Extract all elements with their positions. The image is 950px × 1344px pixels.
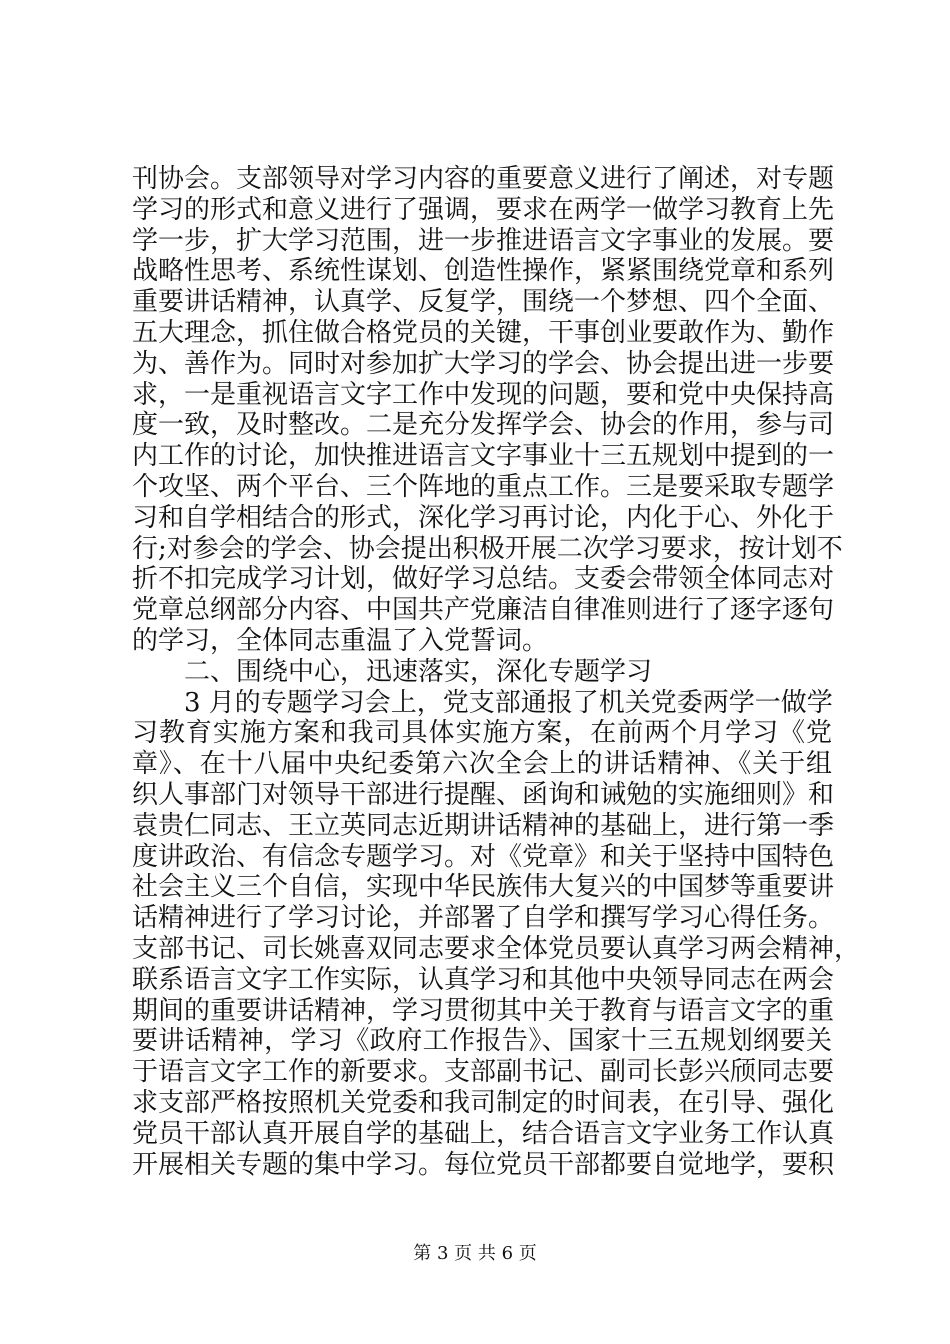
text-line: 3 月的专题学习会上，党支部通报了机关党委两学一做学 xyxy=(184,687,833,718)
text-line: 刊协会。支部领导对学习内容的重要意义进行了阐述，对专题 xyxy=(132,164,835,194)
text-line: 章》、在十八届中央纪委第六次全会上的讲话精神、《关于组 xyxy=(132,749,832,780)
text-line: 为、善作为。同时对参加扩大学习的学会、协会提出进一步要 xyxy=(132,348,835,379)
text-line: 行;对参会的学会、协会提出积极开展二次学习要求，按计划不 xyxy=(132,533,843,564)
text-line: 开展相关专题的集中学习。每位党员干部都要自觉地学，要积 xyxy=(132,1149,835,1180)
text-line: 期间的重要讲话精神，学习贯彻其中关于教育与语言文字的重 xyxy=(132,995,835,1026)
text-line: 个攻坚、两个平台、三个阵地的重点工作。三是要采取专题学 xyxy=(132,471,835,502)
text-line: 度一致，及时整改。二是充分发挥学会、协会的作用，参与司 xyxy=(132,410,835,441)
text-line: 学习的形式和意义进行了强调，要求在两学一做学习教育上先 xyxy=(132,194,835,225)
text-line: 的学习，全体同志重温了入党誓词。 xyxy=(132,625,549,656)
text-line: 支部书记、司长姚喜双同志要求全体党员要认真学习两会精神， xyxy=(132,933,861,964)
text-line: 五大理念，抓住做合格党员的关键，干事创业要敢作为、勤作 xyxy=(132,317,835,348)
text-line: 战略性思考、系统性谋划、创造性操作，紧紧围绕党章和系列 xyxy=(132,256,835,287)
text-line: 内工作的讨论，加快推进语言文字事业十三五规划中提到的一 xyxy=(132,441,835,472)
text-line: 习和自学相结合的形式，深化学习再讨论，内化于心、外化于 xyxy=(132,502,835,533)
text-line: 党章总纲部分内容、中国共产党廉洁自律准则进行了逐字逐句 xyxy=(132,595,835,626)
document-body xyxy=(132,164,861,1180)
text-line: 党员干部认真开展自学的基础上，结合语言文字业务工作认真 xyxy=(132,1118,835,1149)
text-line: 要讲话精神，学习《政府工作报告》、国家十三五规划纲要关 xyxy=(132,1026,832,1057)
text-line: 联系语言文字工作实际，认真学习和其他中央领导同志在两会 xyxy=(132,964,835,995)
text-line: 学一步，扩大学习范围，进一步推进语言文字事业的发展。要 xyxy=(132,225,835,256)
text-line: 折不扣完成学习计划，做好学习总结。支委会带领全体同志对 xyxy=(132,564,835,595)
text-line: 重要讲话精神，认真学、反复学，围绕一个梦想、四个全面、 xyxy=(132,287,835,318)
text-line: 话精神进行了学习讨论，并部署了自学和撰写学习心得任务。 xyxy=(132,903,835,934)
text-line: 于语言文字工作的新要求。支部副书记、副司长彭兴颀同志要 xyxy=(132,1057,835,1088)
text-line: 袁贵仁同志、王立英同志近期讲话精神的基础上，进行第一季 xyxy=(132,810,835,841)
text-line: 织人事部门对领导干部进行提醒、函询和诫勉的实施细则》和 xyxy=(132,779,835,810)
section-heading: 二、围绕中心，迅速落实，深化专题学习 xyxy=(184,656,653,687)
text-line: 求，一是重视语言文字工作中发现的问题，要和党中央保持高 xyxy=(132,379,835,410)
page-number: 第 3 页 共 6 页 xyxy=(413,1243,537,1264)
text-line: 习教育实施方案和我司具体实施方案，在前两个月学习《党 xyxy=(132,718,832,749)
text-line: 社会主义三个自信，实现中华民族伟大复兴的中国梦等重要讲 xyxy=(132,872,835,903)
text-line: 度讲政治、有信念专题学习。对《党章》和关于坚持中国特色 xyxy=(132,841,835,872)
text-line: 求支部严格按照机关党委和我司制定的时间表，在引导、强化 xyxy=(132,1087,835,1118)
